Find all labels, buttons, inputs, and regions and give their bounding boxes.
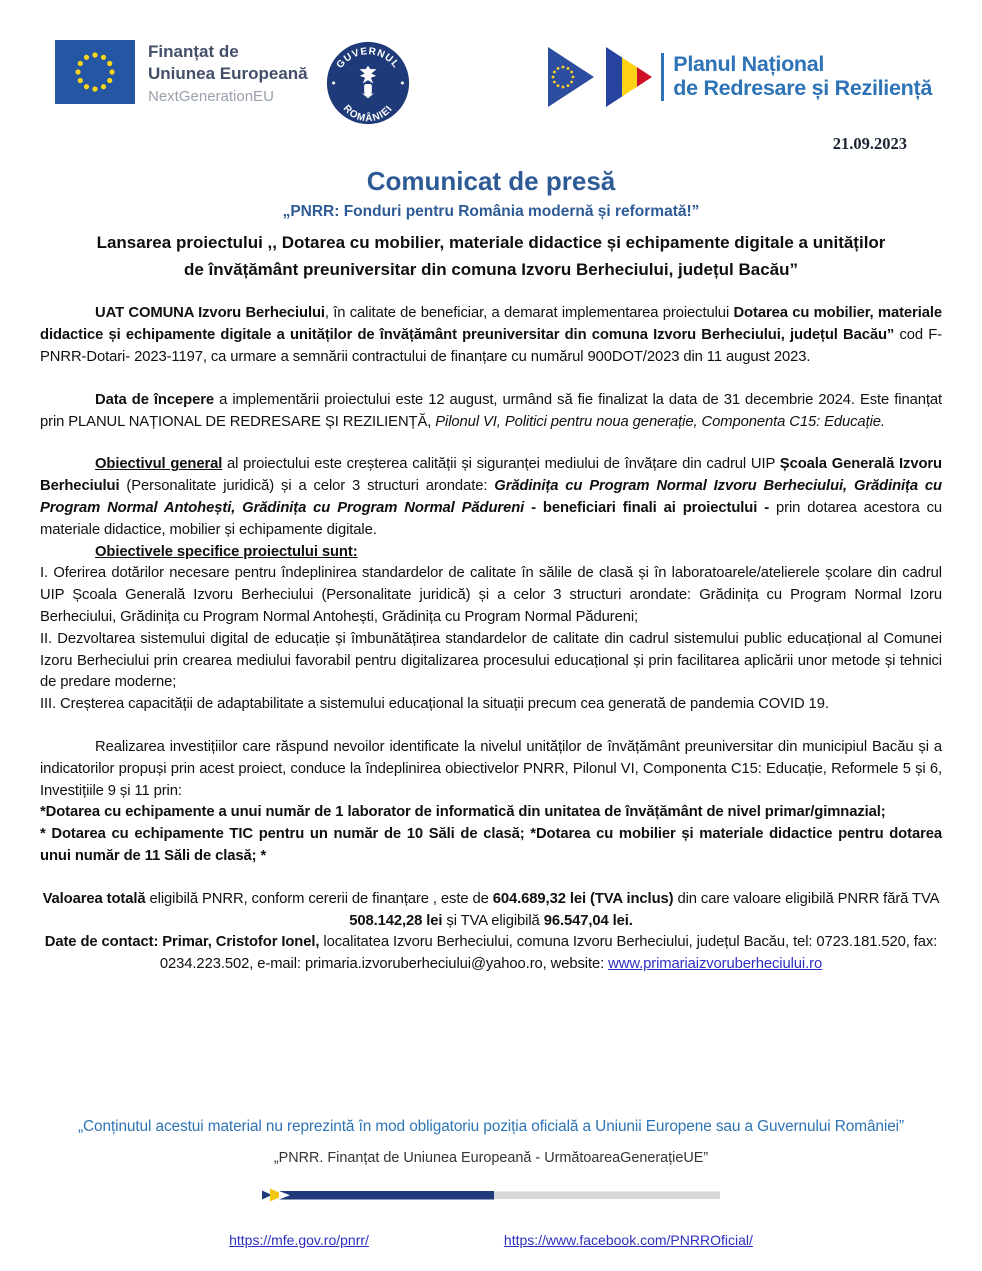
website-link[interactable]: www.primariaizvoruberheciului.ro xyxy=(608,956,823,973)
paragraph-contact: Date de contact: Primar, Cristofor Ionel, localitatea Izvoru Berheciului, comuna Izvoru Berheciului, județul Bacău, tel: 0723.181.520, fax: 0234.223.502, e-mail: primaria.izvoruberheciului@yahoo.ro, website: www.primariaizvoruberheciului.ro xyxy=(44,934,938,973)
pnrr-logo xyxy=(548,46,932,108)
eu-funding-logo xyxy=(55,40,308,105)
mfe-pnrr-link[interactable]: https://mfe.gov.ro/pnrr/ xyxy=(229,1232,369,1248)
paragraph-endowment-tic: * Dotarea cu echipamente TIC pentru un număr de 10 Săli de clasă; *Dotarea cu mobilier și materiale didactice pentru dotarea unui număr de 11 Săli de clasă; * xyxy=(40,826,942,864)
objective-2: II. Dezvoltarea sistemului digital de educație și îmbunătățirea standardelor de calitate din cadrul sistemului public educațional al Comunei Izoru Berheciului prin crearea mediului favorabil pentru digitalizarea procesului educațional și prin facilitarea aplicării unor metode și tehnici de predare moderne; xyxy=(40,630,942,691)
document-date: 21.09.2023 xyxy=(832,134,907,153)
eu-logo-line1: Finanțat de xyxy=(148,42,239,61)
footer xyxy=(0,1118,982,1248)
eu-funding-logo-text xyxy=(148,40,308,105)
paragraph-beneficiary: UAT COMUNA Izvoru Berheciului, în calitate de beneficiar, a demarat implementarea proiectului Dotarea cu mobilier, materiale didactice și echipamente digitale a unităților de învățământ preuniversitar din comuna Izvoru Berheciului, județul Bacău” cod F-PNRR-Dotari- 2023-1197, ca urmare a semnării contractului de finanțare cu numărul 900DOT/2023 din 11 august 2023. xyxy=(40,305,942,365)
facebook-pnrr-link[interactable]: https://www.facebook.com/PNRROficial/ xyxy=(503,1232,753,1248)
pnrr-logo-line2: de Redresare și Reziliență xyxy=(673,76,932,100)
pnrr-logo-line1: Planul Național xyxy=(673,52,825,77)
eu-flag-icon xyxy=(55,40,135,105)
paragraph-general-objective: Obiectivul general al proiectului este creșterea calității și siguranței mediului de învățare din cadrul UIP Școala Generală Izvoru Berheciului (Personalitate juridică) și a celor 3 structuri arondate: Grădinița cu Program Normal Izvoru Berheciului, Grădinița cu Program Normal Antohești, Grădinița cu Program Normal Pădureni - beneficiari finali ai proiectului - prin dotarea acestora cu materiale didactice, mobilier și echipamente digitale. xyxy=(40,456,942,538)
svg-text:GUVERNUL: GUVERNUL xyxy=(334,46,402,71)
footer-links xyxy=(0,1232,982,1248)
paragraph-endowment-lab: *Dotarea cu echipamente a unui număr de 1 laborator de informatică din unitatea de învățământ de nivel primar/gimnazial; xyxy=(40,804,886,821)
eu-logo-line2: Uniunea Europeană xyxy=(148,64,308,84)
footer-disclaimer: „Conținutul acestui material nu reprezintă în mod obligatoriu poziția oficială a Uniunii Europene sau a Guvernului României” xyxy=(78,1118,904,1135)
objective-1: I. Oferirea dotărilor necesare pentru îndeplinirea standardelor de calitate în sălile de clasă și în laboratoarele/atelierele școlare din cadrul UIP Școala Generală Izvoru Berheciului (Personalitate juridică) și a celor 3 structuri arondate: Grădinița cu Program Normal Izoru Berheciului, Grădinița cu Program Normal Antohești, Grădinița cu Program Normal Pădureni; xyxy=(40,565,942,625)
document-body xyxy=(40,303,942,976)
page-subtitle: „PNRR: Fonduri pentru România modernă și reformată!” xyxy=(282,203,700,220)
objective-3: III. Creșterea capacității de adaptabilitate a sistemului educațional la situații precum cea generată de pandemia COVID 19. xyxy=(40,696,829,713)
pnrr-logo-text xyxy=(661,53,932,100)
project-heading: Lansarea proiectului ,, Dotarea cu mobilier, materiale didactice și echipamente digitale a unităților de învățământ preuniversitar din comuna Izvoru Berheciului, județul Bacău” xyxy=(96,233,886,280)
eu-logo-line3: NextGenerationEU xyxy=(148,88,274,106)
page-title: Comunicat de presă xyxy=(366,166,616,196)
objectives-heading: Obiectivele specifice proiectului sunt: xyxy=(95,543,358,560)
pnrr-logo-icon xyxy=(548,46,652,108)
header-logos xyxy=(0,0,982,126)
paragraph-start-date: Data de începere a implementării proiectului este 12 august, urmând să fie finalizat la data de 31 decembrie 2024. Este finanțat prin PLANUL NAȚIONAL DE REDRESARE ȘI REZILIENȚĂ, Pilonul VI, Politici pentru noua generație, Componenta C15: Educație. xyxy=(40,391,942,430)
pnrr-footer-bar-graphic xyxy=(262,1188,720,1202)
gov-romania-seal-icon xyxy=(325,40,411,126)
footer-pnrr-line: „PNRR. Finanțat de Uniunea Europeană - UrmătoareaGenerațieUE” xyxy=(273,1150,709,1166)
paragraph-investments: Realizarea investițiilor care răspund nevoilor identificate la nivelul unităților de învățământ preuniversitar din municipiul Bacău și a indicatorilor propuși prin acest proiect, conduce la îndeplinirea obiectivelor PNRR, Pilonul VI, Componenta C15: Educație, Reformele 5 și 6, Investițiile 9 și 11 prin: xyxy=(40,738,942,799)
paragraph-total-value: Valoarea totală eligibilă PNRR, conform cererii de finanțare , este de 604.689,32 lei (TVA inclus) din care valoare eligibilă PNRR fără TVA 508.142,28 lei și TVA eligibilă 96.547,04 lei. xyxy=(42,890,940,929)
svg-text:ROMÂNIEI: ROMÂNIEI xyxy=(340,103,396,125)
